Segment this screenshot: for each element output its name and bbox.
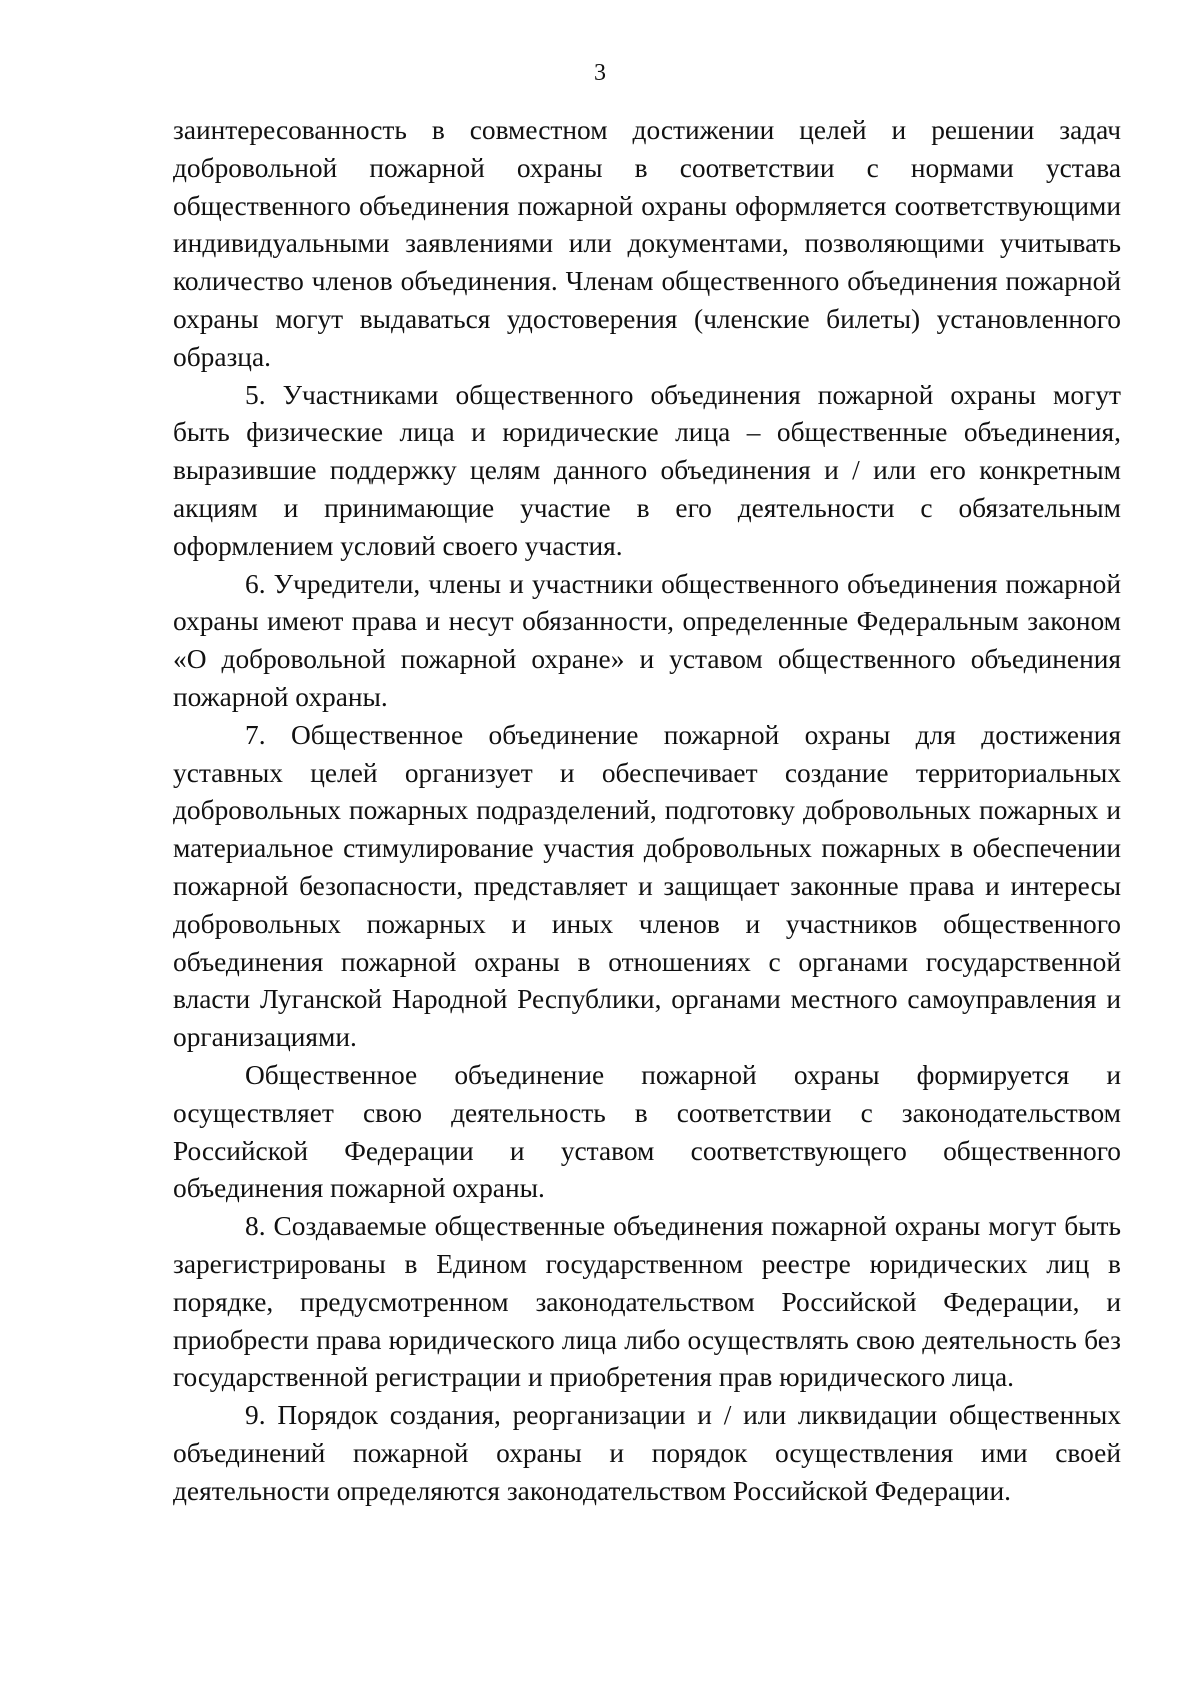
page-number: 3	[594, 60, 606, 86]
document-body	[173, 112, 1121, 1510]
paragraph-item-7: 7. Общественное объединение пожарной охраны для достижения уставных целей организует и обеспечивает создание территориальных добровольных пожарных подразделений, подготовку добровольных пожарных и материальное стимулирование участия добровольных пожарных в обеспечении пожарной безопасности, представляет и защищает законные права и интересы добровольных пожарных и иных членов и участников общественного объединения пожарной охраны в отношениях с органами государственной власти Луганской Народной Республики, органами местного самоуправления и организациями.	[173, 719, 1121, 1053]
paragraph-item-9: 9. Порядок создания, реорганизации и / или ликвидации общественных объединений пожарной охраны и порядок осуществления ими своей деятельности определяются законодательством Российской Федерации.	[173, 1400, 1121, 1506]
paragraph-item-6: 6. Учредители, члены и участники общественного объединения пожарной охраны имеют права и несут обязанности, определенные Федеральным законом «О добровольной пожарной охране» и уставом общественного объединения пожарной охраны.	[173, 568, 1121, 712]
paragraph-continuation: заинтересованность в совместном достижении целей и решении задач добровольной пожарной охраны в соответствии с нормами устава общественного объединения пожарной охраны оформляется соответствующими индивидуальными заявлениями или документами, позволяющими учитывать количество членов объединения. Членам общественного объединения пожарной охраны могут выдаваться удостоверения (членские билеты) установленного образца.	[173, 115, 1121, 372]
paragraph-item-7-continuation: Общественное объединение пожарной охраны формируется и осуществляет свою деятельность в соответствии с законодательством Российской Федерации и уставом соответствующего общественного объединения пожарной охраны.	[173, 1059, 1121, 1204]
paragraph-item-5: 5. Участниками общественного объединения пожарной охраны могут быть физические лица и юридические лица – общественные объединения, выразившие поддержку целям данного объединения и / или его конкретным акциям и принимающие участие в его деятельности с обязательным оформлением условий своего участия.	[173, 379, 1121, 561]
paragraph-item-8: 8. Создаваемые общественные объединения пожарной охраны могут быть зарегистрированы в Едином государственном реестре юридических лиц в порядке, предусмотренном законодательством Российской Федерации, и приобрести права юридического лица либо осуществлять свою деятельность без государственной регистрации и приобретения прав юридического лица.	[173, 1211, 1121, 1393]
